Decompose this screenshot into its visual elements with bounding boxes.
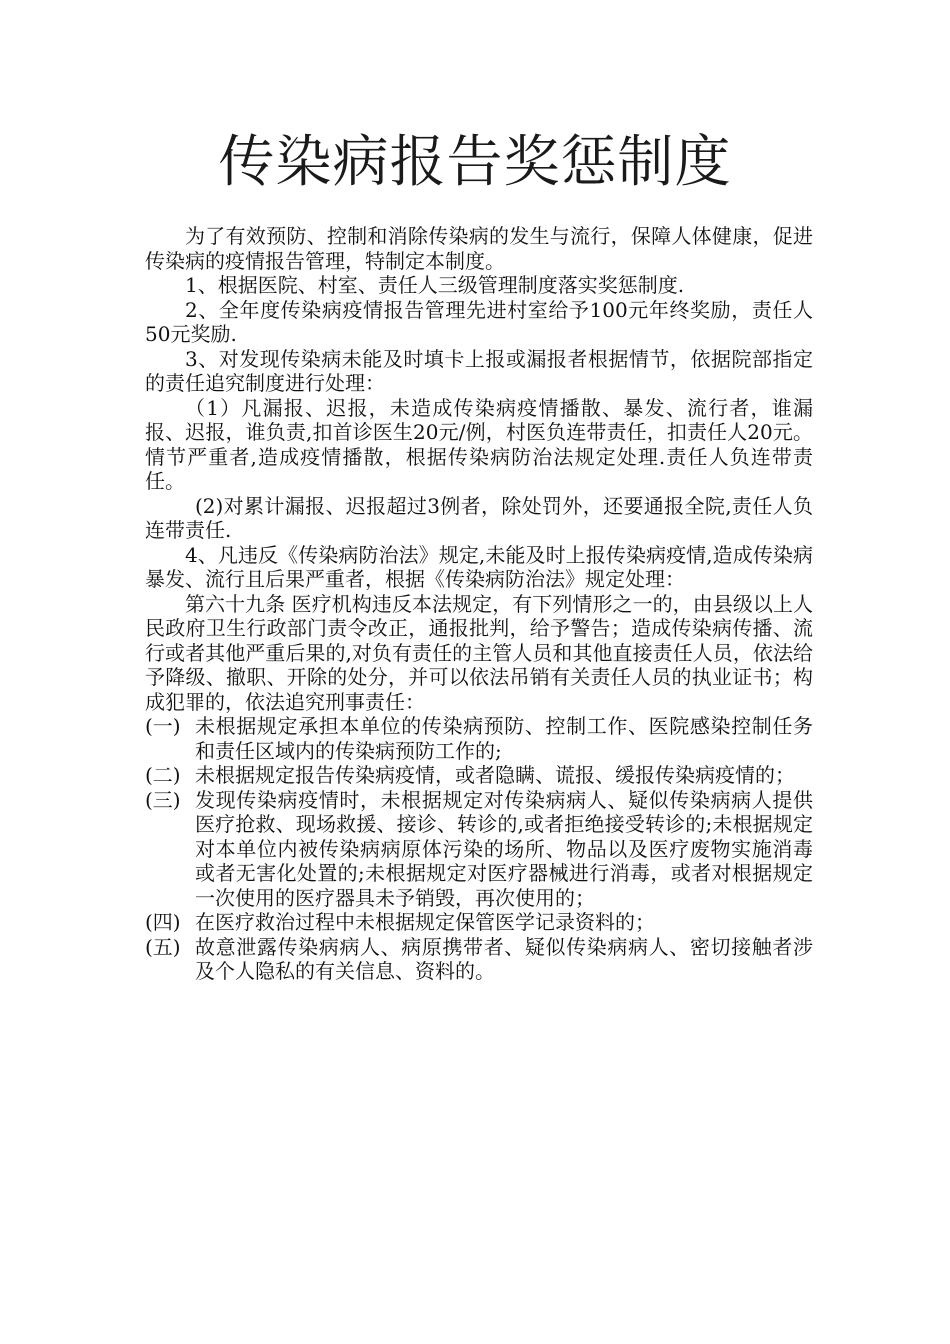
list-item-number: (一)	[145, 714, 181, 738]
list-item-text: 故意泄露传染病病人、病原携带者、疑似传染病病人、密切接触者涉及个人隐私的有关信息、资料的。	[195, 934, 813, 983]
document-title: 传染病报告奖惩制度	[218, 130, 732, 195]
list-item-text: 在医疗救治过程中未根据规定保管医学记录资料的；	[195, 910, 655, 934]
document-body	[145, 224, 813, 984]
list-item-text: 未根据规定承担本单位的传染病预防、控制工作、医院感染控制任务和责任区域内的传染病预防工作的;	[195, 714, 813, 763]
rule-3-sub-1-paragraph: （1）凡漏报、迟报，未造成传染病疫情播散、暴发、流行者，谁漏报、迟报，谁负责,扣首诊医生20元/例，村医负连带责任，扣责任人20元。情节严重者,造成疫情播散，根据传染病防治法规定处理.责任人负连带责任。	[145, 395, 813, 493]
list-item	[145, 935, 813, 984]
list-item-number: (五)	[145, 934, 181, 959]
rule-2-paragraph: 2、全年度传染病疫情报告管理先进村室给予100元年终奖励，责任人50元奖励.	[145, 297, 813, 346]
list-item-number: (三)	[145, 787, 181, 812]
rule-1-paragraph: 1、根据医院、村室、责任人三级管理制度落实奖惩制度.	[185, 273, 685, 297]
rule-3-paragraph: 3、对发现传染病未能及时填卡上报或漏报者根据情节，依据院部指定的责任追究制度进行处理：	[145, 346, 813, 395]
list-item	[145, 763, 813, 788]
article-69-paragraph: 第六十九条 医疗机构违反本法规定，有下列情形之一的，由县级以上人民政府卫生行政部门责令改正，通报批判，给予警告；造成传染病传播、流行或者其他严重后果的,对负有责任的主管人员和其他直接责任人员，依法给予降级、撤职、开除的处分，并可以依法吊销有关责任人员的执业证书；构成犯罪的，依法追究刑事责任：	[145, 591, 813, 714]
list-item-number: (二)	[145, 763, 181, 787]
rule-4-paragraph: 4、凡违反《传染病防治法》规定,未能及时上报传染病疫情,造成传染病暴发、流行且后果严重者，根据《传染病防治法》规定处理：	[145, 542, 813, 591]
list-item-text: 未根据规定报告传染病疫情，或者隐瞒、谎报、缓报传染病疫情的；	[195, 763, 795, 787]
intro-paragraph: 为了有效预防、控制和消除传染病的发生与流行，保障人体健康，促进传染病的疫情报告管理，特制定本制度。	[145, 224, 813, 273]
list-item	[145, 910, 813, 935]
list-item-number: (四)	[145, 910, 181, 934]
article-69-list	[145, 714, 813, 984]
rule-3-sub-2-paragraph: (2)对累计漏报、迟报超过3例者，除处罚外，还要通报全院,责任人负连带责任.	[145, 493, 813, 542]
list-item	[145, 714, 813, 763]
list-item-text: 发现传染病疫情时，未根据规定对传染病病人、疑似传染病病人提供医疗抢救、现场救援、接诊、转诊的,或者拒绝接受转诊的;未根据规定对本单位内被传染病病原体污染的场所、物品以及医疗废物实施消毒或者无害化处置的;未根据规定对医疗器械进行消毒，或者对根据规定一次使用的医疗器具未予销毁，再次使用的；	[195, 787, 813, 910]
list-item	[145, 788, 813, 911]
